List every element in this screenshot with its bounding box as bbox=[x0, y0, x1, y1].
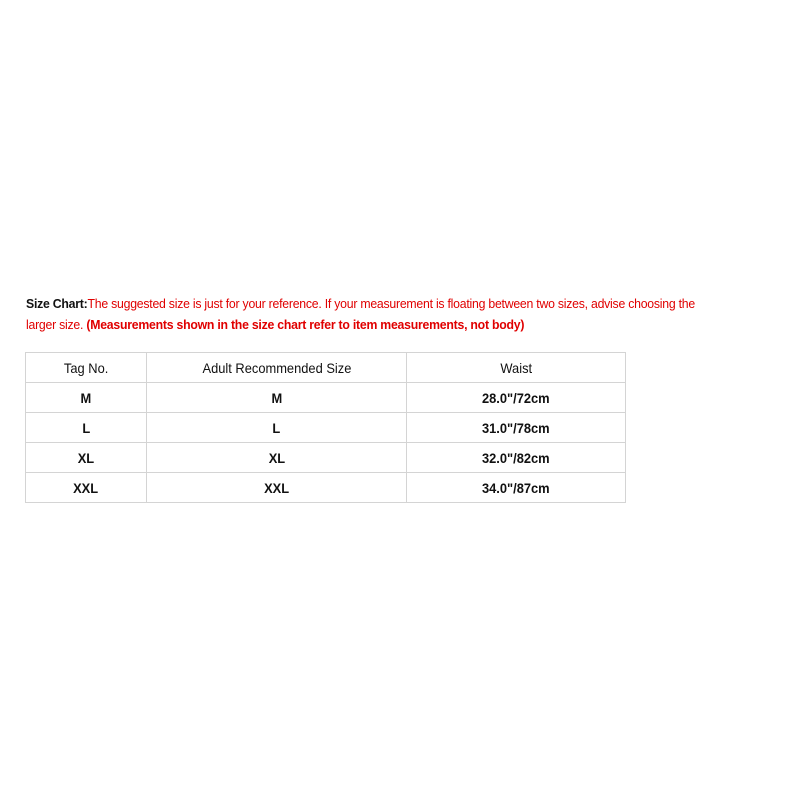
cell-recommended-size: L bbox=[147, 413, 407, 443]
cell-recommended-size: XXL bbox=[147, 473, 407, 503]
table-row bbox=[26, 473, 626, 503]
header-tag-no: Tag No. bbox=[26, 353, 147, 383]
cell-recommended-size: XL bbox=[147, 443, 407, 473]
size-chart-note bbox=[26, 293, 722, 335]
cell-tag-no: XL bbox=[26, 443, 147, 473]
cell-tag-no: L bbox=[26, 413, 147, 443]
header-adult-recommended-size: Adult Recommended Size bbox=[147, 353, 407, 383]
cell-tag-no: XXL bbox=[26, 473, 147, 503]
cell-recommended-size: M bbox=[147, 383, 407, 413]
cell-waist: 28.0"/72cm bbox=[407, 383, 626, 413]
table-header-row bbox=[26, 353, 626, 383]
size-chart-label: Size Chart: bbox=[26, 296, 88, 311]
cell-waist: 34.0"/87cm bbox=[407, 473, 626, 503]
cell-waist: 31.0"/78cm bbox=[407, 413, 626, 443]
size-chart-measurement-note: (Measurements shown in the size chart refer to item measurements, not body) bbox=[86, 317, 525, 332]
size-table bbox=[25, 352, 626, 503]
table-row bbox=[26, 443, 626, 473]
header-waist: Waist bbox=[407, 353, 626, 383]
size-chart-note-text: The suggested size is just for your reference. If your measurement is floating between two sizes, advise choosing the bbox=[87, 296, 695, 311]
table-row bbox=[26, 413, 626, 443]
size-chart-note-line-1 bbox=[26, 293, 722, 314]
cell-tag-no: M bbox=[26, 383, 147, 413]
size-chart-note-line-2 bbox=[26, 314, 722, 335]
table-row bbox=[26, 383, 626, 413]
size-chart-note-text-continued: larger size. bbox=[26, 317, 87, 332]
cell-waist: 32.0"/82cm bbox=[407, 443, 626, 473]
